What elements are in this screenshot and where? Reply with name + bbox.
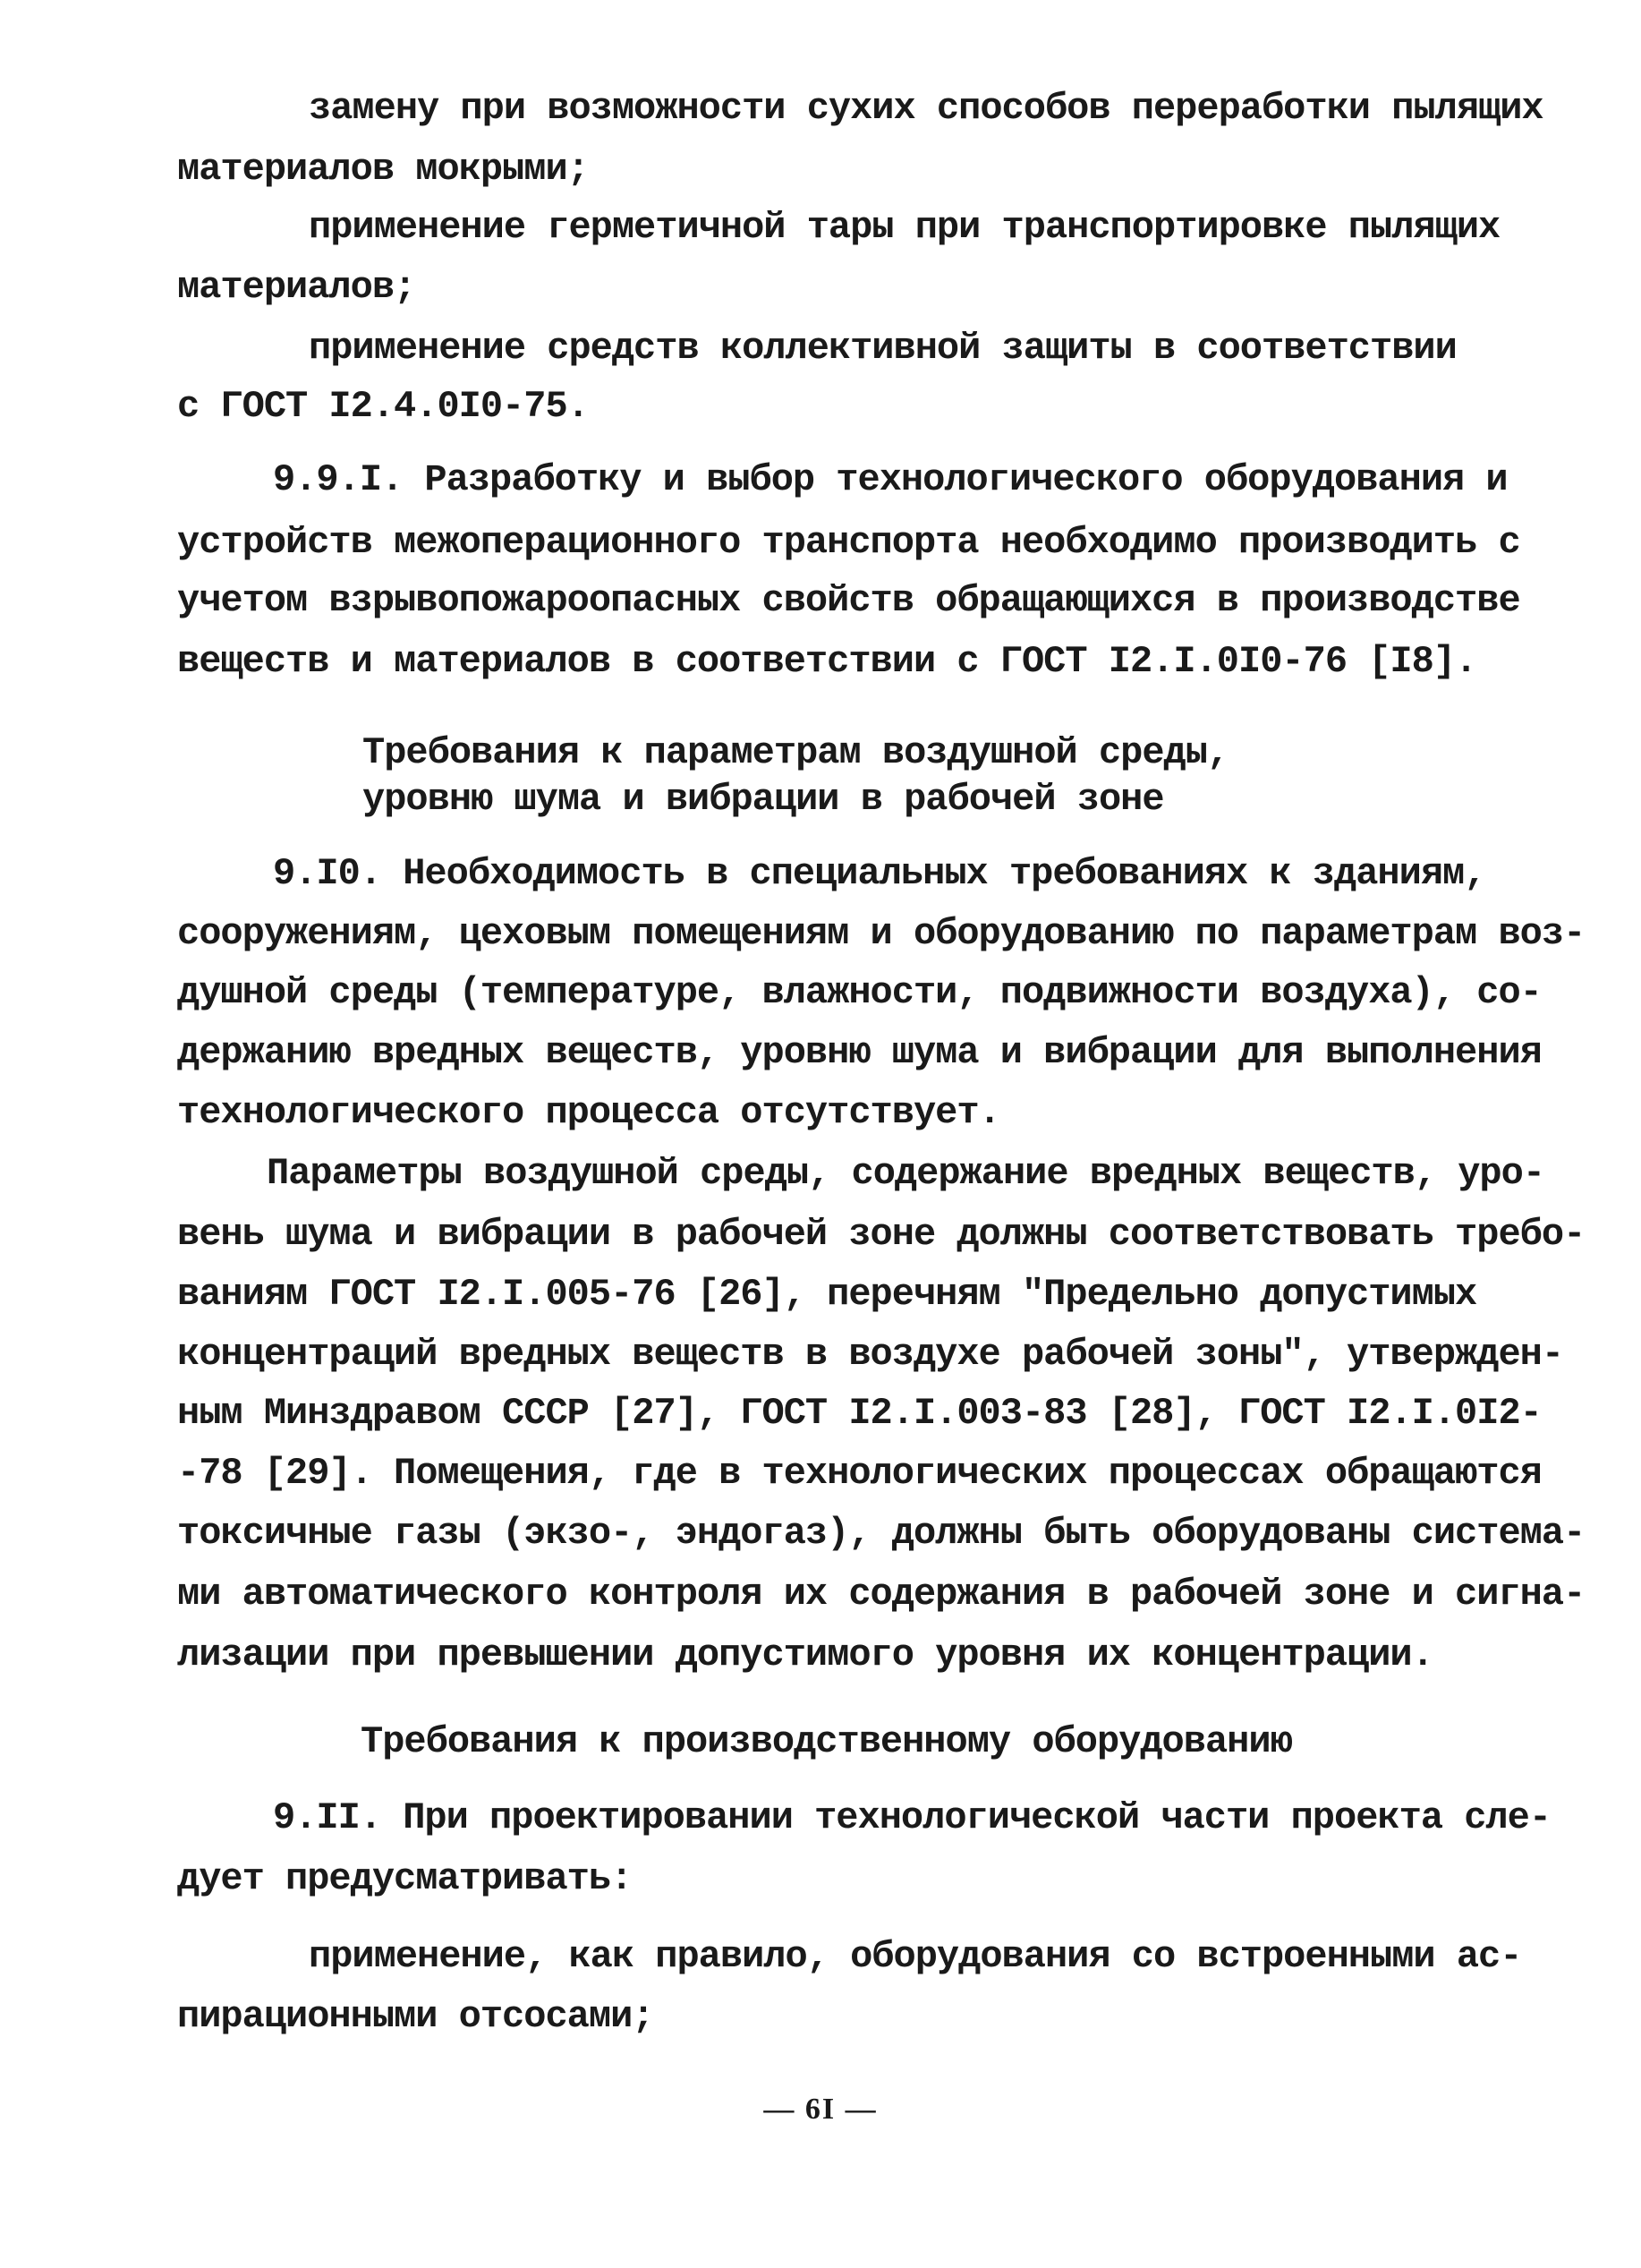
paragraph-start: Параметры воздушной среды, содержание вредных веществ, уро- xyxy=(267,1152,1545,1195)
text-line: сооружениям, цеховым помещениям и оборудованию по параметрам воз- xyxy=(177,912,1586,955)
text-line: -78 [29]. Помещения, где в технологических процессах обращаются xyxy=(177,1452,1542,1495)
paragraph-9-9-1-start: 9.9.I. Разработку и выбор технологического оборудования и xyxy=(273,458,1508,501)
text-line: пирационными отсосами; xyxy=(177,1995,654,2038)
text-line: с ГОСТ I2.4.0I0-75. xyxy=(177,385,589,428)
text-line: технологического процесса отсутствует. xyxy=(177,1091,1000,1134)
text-line: учетом взрывопожароопасных свойств обращающихся в производстве xyxy=(177,579,1520,622)
text-line: дует предусматривать: xyxy=(177,1857,633,1900)
text-line: устройств межоперационного транспорта необходимо производить с xyxy=(177,521,1520,564)
text-line: душной среды (температуре, влажности, подвижности воздуха), со- xyxy=(177,971,1542,1014)
text-line: ным Минздравом СССР [27], ГОСТ I2.I.003-83 [28], ГОСТ I2.I.0I2- xyxy=(177,1392,1542,1435)
text-line: применение, как правило, оборудования со встроенными ас- xyxy=(309,1935,1522,1978)
paragraph-9-10-start: 9.I0. Необходимость в специальных требованиях к зданиям, xyxy=(273,852,1486,895)
text-line: лизации при превышении допустимого уровня их концентрации. xyxy=(177,1633,1433,1676)
section-heading: Требования к параметрам воздушной среды, xyxy=(362,731,1229,774)
section-heading: уровню шума и вибрации в рабочей зоне xyxy=(362,778,1164,821)
text-line: материалов мокрыми; xyxy=(177,148,589,191)
page-number: — 6I — xyxy=(763,2093,878,2126)
paragraph-9-11-start: 9.II. При проектировании технологической части проекта сле- xyxy=(273,1796,1552,1839)
text-line: ваниям ГОСТ I2.I.005-76 [26], перечням "Предельно допустимых xyxy=(177,1273,1477,1316)
text-line: концентраций вредных веществ в воздухе рабочей зоны", утвержден- xyxy=(177,1333,1564,1376)
text-line: токсичные газы (экзо-, эндогаз), должны быть оборудованы система- xyxy=(177,1512,1586,1555)
text-line: применение средств коллективной защиты в соответствии xyxy=(309,327,1457,370)
text-line: замену при возможности сухих способов переработки пылящих xyxy=(309,87,1543,130)
section-heading: Требования к производственному оборудованию xyxy=(361,1720,1292,1763)
text-line: вень шума и вибрации в рабочей зоне должны соответствовать требо- xyxy=(177,1213,1586,1256)
text-line: веществ и материалов в соответствии с ГОСТ I2.I.0I0-76 [I8]. xyxy=(177,640,1477,683)
text-line: держанию вредных веществ, уровню шума и вибрации для выполнения xyxy=(177,1031,1542,1074)
text-line: материалов; xyxy=(177,266,416,309)
text-line: применение герметичной тары при транспортировке пылящих xyxy=(309,206,1501,249)
text-line: ми автоматического контроля их содержания в рабочей зоне и сигна- xyxy=(177,1573,1586,1616)
